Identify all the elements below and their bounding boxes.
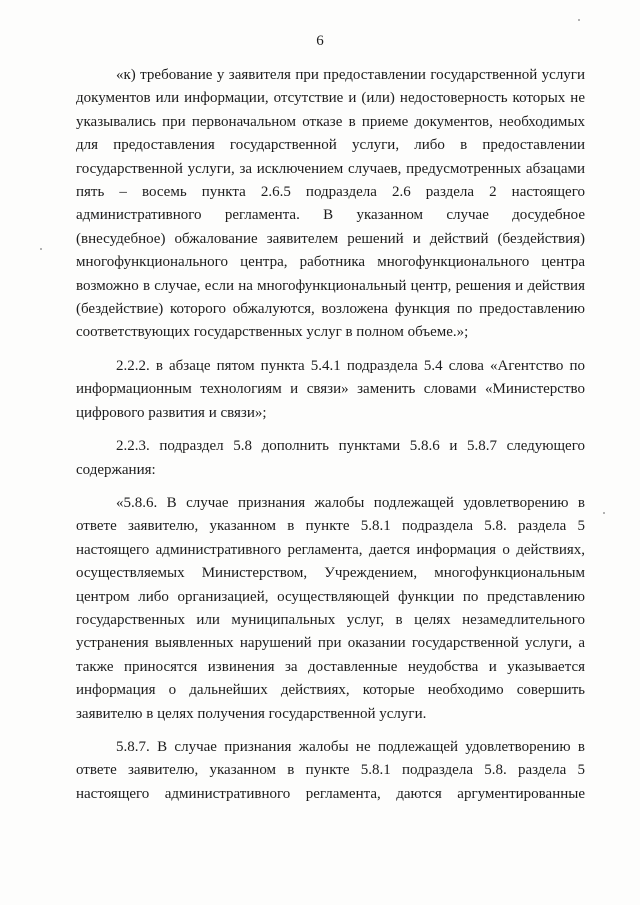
text-line: указывались при первоначальном отказе в приеме документов, необходимых (76, 113, 585, 130)
text-line: возможно в случае, если на многофункциональный центр, решения и действия (76, 277, 585, 294)
paragraph-gap (76, 482, 585, 492)
text-line: (внесудебное) обжалование заявителем решений и действий (бездействия) (76, 230, 585, 247)
paragraph (76, 435, 585, 482)
text-line: ответе заявителю, указанном в пункте 5.8.1 подраздела 5.8. раздела 5 (76, 762, 585, 779)
text-line: информация о дальнейших действиях, которые необходимо совершить (76, 682, 585, 699)
text-line: документов или информации, отсутствие и (или) недостоверность которых не (76, 90, 585, 107)
paragraph-gap (76, 726, 585, 736)
paragraph (76, 355, 585, 425)
document-body (76, 64, 585, 806)
text-line: центром либо организацией, осуществляющей функции по представлению (76, 588, 585, 605)
text-line: государственных или муниципальных услуг, в целях незамедлительного (76, 611, 585, 628)
text-line: ответе заявителю, указанном в пункте 5.8.1 подраздела 5.8. раздела 5 (76, 518, 585, 535)
text-line: 5.8.7. В случае признания жалобы не подлежащей удовлетворению в (116, 738, 585, 755)
paragraph-gap (76, 345, 585, 355)
text-line: информационным технологиям и связи» заменить словами «Министерство (76, 381, 585, 398)
text-line: настоящего административного регламента, дается информация о действиях, (76, 541, 585, 558)
paragraph (76, 492, 585, 726)
text-line: «5.8.6. В случае признания жалобы подлежащей удовлетворению в (116, 494, 585, 511)
text-line: многофункционального центра, работника многофункционального центра (76, 254, 585, 271)
text-line: 2.2.2. в абзаце пятом пункта 5.4.1 подраздела 5.4 слова «Агентство по (116, 357, 585, 374)
text-line: административного регламента. В указанном случае досудебное (76, 207, 585, 224)
text-line: цифрового развития и связи»; (76, 404, 267, 421)
text-line: пять – восемь пункта 2.6.5 подраздела 2.6 раздела 2 настоящего (76, 184, 585, 201)
text-line: заявителю в целях получения государственной услуги. (76, 705, 427, 722)
text-line: устранения выявленных нарушений при оказании государственной услуги, а (76, 635, 585, 652)
paragraph (76, 736, 585, 806)
text-line: (бездействие) которого обжалуются, возложена функция по предоставлению (76, 301, 585, 318)
paragraph (76, 64, 585, 345)
text-line: настоящего административного регламента, даются аргументированные (76, 785, 585, 802)
text-line: также приносятся извинения за доставленные неудобства и указывается (76, 658, 585, 675)
text-line: государственной услуги, за исключением случаев, предусмотренных абзацами (76, 160, 585, 177)
paragraph-gap (76, 425, 585, 435)
text-line: 2.2.3. подраздел 5.8 дополнить пунктами 5.8.6 и 5.8.7 следующего (116, 438, 585, 455)
page-number: 6 (316, 33, 324, 49)
text-line: осуществляемых Министерством, Учреждением, многофункциональным (76, 565, 585, 582)
text-line: соответствующих государственных услуг в полном объеме.»; (76, 324, 469, 341)
text-line: для предоставления государственной услуги, либо в предоставлении (76, 137, 585, 154)
text-line: «к) требование у заявителя при предоставлении государственной услуги (116, 67, 585, 83)
scan-speck (603, 512, 605, 514)
text-line: содержания: (76, 461, 156, 478)
scan-speck (40, 248, 42, 250)
scan-speck (578, 19, 580, 21)
